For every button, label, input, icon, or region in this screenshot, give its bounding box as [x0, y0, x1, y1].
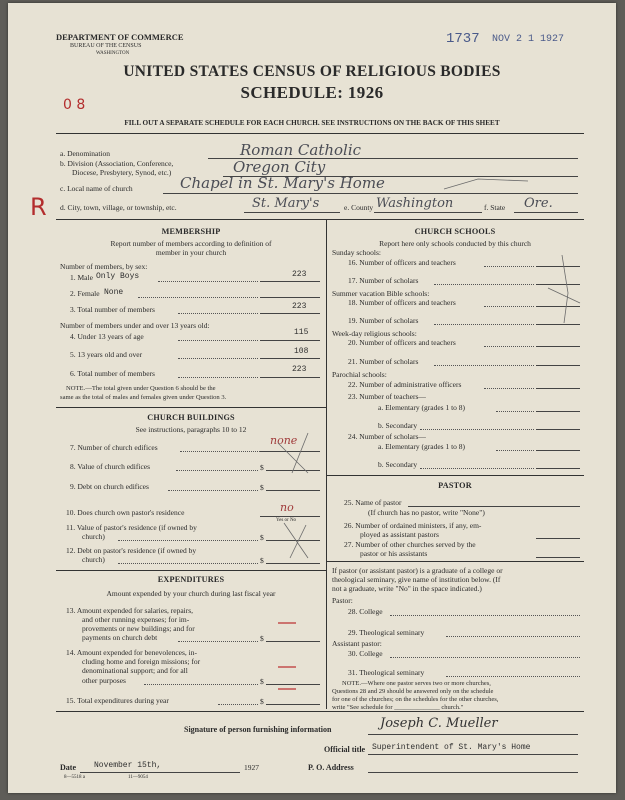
q28-label: 28. College — [348, 607, 383, 616]
q15-label: 15. Total expenditures during year — [66, 696, 169, 705]
census-schedule-sheet — [8, 3, 616, 793]
q20-label: 20. Number of officers and teachers — [348, 338, 456, 347]
cross-mark-schools-1 — [562, 255, 568, 323]
cross-mark-buildings-2 — [292, 433, 308, 473]
q24b-label: b. Secondary — [378, 460, 418, 469]
official-title-value: Superintendent of St. Mary's Home — [372, 743, 531, 752]
signature-value: Joseph C. Mueller — [380, 716, 498, 731]
q13-label-3: provements or new buildings; and for — [82, 624, 195, 633]
red-mark-08: 0 8 — [63, 97, 86, 113]
cross-mark-buildings-1 — [278, 443, 308, 473]
q7-value: none — [270, 434, 298, 447]
q1-label: 1. Male — [70, 273, 93, 282]
pencil-marks — [8, 3, 616, 793]
division-label-1: b. Division (Association, Conference, — [60, 159, 174, 168]
grad-note-3: not a graduate, write "No" in the space indicated.) — [332, 584, 482, 593]
q8-dollar: $ — [260, 463, 264, 472]
q11-label-1: 11. Value of pastor's residence (if owned by — [66, 523, 197, 532]
q2-note: None — [104, 288, 124, 297]
q22-label: 22. Number of administrative officers — [348, 380, 462, 389]
q10-label: 10. Does church own pastor's residence — [66, 508, 185, 517]
date-year: 1927 — [244, 763, 259, 772]
q21-label: 21. Number of scholars — [348, 357, 419, 366]
q23a-label: a. Elementary (grades 1 to 8) — [378, 403, 466, 412]
membership-heading: MEMBERSHIP — [161, 227, 221, 236]
signature-label: Signature of person furnishing information — [184, 725, 332, 734]
expenditures-intro: Amount expended by your church during last fiscal year — [106, 589, 276, 598]
q3-value: 223 — [292, 302, 307, 311]
weekday-label: Week-day religious schools: — [332, 329, 417, 338]
q23b-label: b. Secondary — [378, 421, 418, 430]
date-value: November 15th, — [94, 761, 162, 770]
pastor-note-4: write "See schedule for ______________ church." — [332, 704, 464, 711]
division-value: Oregon City — [233, 158, 326, 176]
assistant-label: Assistant pastor: — [332, 639, 382, 648]
q9-label: 9. Debt on church edifices — [70, 482, 149, 491]
city-label: WASHINGTON — [96, 51, 130, 56]
city-value: St. Mary's — [252, 196, 320, 211]
q2-label: 2. Female — [70, 289, 100, 298]
q8-label: 8. Value of church edifices — [70, 462, 151, 471]
city-label-d: d. City, town, village, or township, etc. — [60, 203, 177, 212]
q31-label: 31. Theological seminary — [348, 668, 425, 677]
q6-value: 223 — [292, 365, 307, 374]
q14-label-2: cluding home and foreign missions; for — [82, 657, 201, 666]
summer-label: Summer vacation Bible schools: — [332, 289, 430, 298]
q14-label-3: denominational support; and for all — [82, 666, 188, 675]
q9-dollar: $ — [260, 483, 264, 492]
q3-label: 3. Total number of members — [70, 305, 155, 314]
q5-value: 108 — [294, 347, 309, 356]
q24a-label: a. Elementary (grades 1 to 8) — [378, 442, 466, 451]
pastor-heading: PASTOR — [438, 481, 472, 490]
q4-value: 115 — [294, 328, 309, 337]
q11-label-2: church) — [82, 532, 105, 541]
q14-label-4: other purposes — [82, 676, 126, 685]
q15-dollar: $ — [260, 697, 264, 706]
q14-label-1: 14. Amount expended for benevolences, in- — [66, 648, 198, 657]
state-label: f. State — [484, 203, 506, 212]
form-title: UNITED STATES CENSUS OF RELIGIOUS BODIES — [123, 63, 501, 80]
buildings-intro: See instructions, paragraphs 10 to 12 — [135, 425, 247, 434]
county-value: Washington — [376, 196, 454, 211]
q11-dollar: $ — [260, 533, 264, 542]
q14-dollar: $ — [260, 677, 264, 686]
grad-note-2: theological seminary, give name of institution below. (If — [332, 575, 501, 584]
cross-mark-schools-2 — [548, 288, 580, 303]
pastor-sub-label: Pastor: — [332, 596, 353, 605]
division-label-2: Diocese, Presbytery, Synod, etc.) — [72, 168, 172, 177]
stamp-date: NOV 2 1 1927 — [492, 34, 565, 45]
bureau-label: BUREAU OF THE CENSUS — [70, 43, 142, 49]
red-mark-r: R — [30, 193, 47, 221]
dept-label: DEPARTMENT OF COMMERCE — [56, 32, 184, 42]
q1-note: Only Boys — [96, 272, 140, 281]
members-by-sex: Number of members, by sex: — [60, 262, 148, 271]
form-subtitle: SCHEDULE: 1926 — [240, 83, 384, 102]
po-address-label: P. O. Address — [308, 763, 354, 772]
membership-intro-1: Report number of members according to definition of — [110, 239, 272, 248]
q19-label: 19. Number of scholars — [348, 316, 419, 325]
sunday-label: Sunday schools: — [332, 248, 381, 257]
q24-label: 24. Number of scholars— — [348, 432, 426, 441]
q25-caption: (If church has no pastor, write "None") — [368, 508, 485, 517]
denomination-label: a. Denomination — [60, 149, 110, 158]
q12-label-2: church) — [82, 555, 105, 564]
schools-intro: Report here only schools conducted by this church — [379, 239, 531, 248]
buildings-heading: CHURCH BUILDINGS — [147, 413, 235, 422]
q27-label-2: pastor or his assistants — [360, 549, 428, 558]
q30-label: 30. College — [348, 649, 383, 658]
pastor-note-2: Questions 28 and 29 should be answered only on the schedule — [332, 688, 494, 695]
q16-label: 16. Number of officers and teachers — [348, 258, 456, 267]
q27-label-1: 27. Number of other churches served by the — [344, 540, 476, 549]
denomination-value: Roman Catholic — [240, 141, 362, 159]
q13-label-4: payments on church debt — [82, 633, 158, 642]
q5-label: 5. 13 years old and over — [70, 350, 143, 359]
age-label: Number of members under and over 13 years old: — [60, 321, 210, 330]
schools-heading: CHURCH SCHOOLS — [414, 227, 496, 236]
q1-value: 223 — [292, 270, 307, 279]
yes-no-caption: Yes or No — [276, 518, 297, 523]
q25-label: 25. Name of pastor — [344, 498, 402, 507]
expenditures-heading: EXPENDITURES — [157, 575, 225, 584]
stamp-number: 1737 — [446, 31, 480, 47]
q13-label-2: and other running expenses; for im- — [82, 615, 190, 624]
q4-label: 4. Under 13 years of age — [70, 332, 144, 341]
q29-label: 29. Theological seminary — [348, 628, 425, 637]
pencil-scribble — [444, 179, 528, 189]
state-value: Ore. — [524, 196, 553, 211]
membership-note-2: same as the total of males and females given under Question 3. — [60, 394, 227, 401]
q12-label-1: 12. Debt on pastor's residence (if owned by — [66, 546, 197, 555]
q18-label: 18. Number of officers and teachers — [348, 298, 456, 307]
cross-mark-residence-2 — [290, 525, 306, 558]
local-name-label: c. Local name of church — [60, 184, 133, 193]
q17-label: 17. Number of scholars — [348, 276, 419, 285]
q13-label-1: 13. Amount expended for salaries, repairs, — [66, 606, 194, 615]
pastor-note-3: for one of the churches; on the schedules for the other churches, — [332, 696, 499, 703]
form-number: 8—5518 a — [64, 775, 85, 780]
q7-label: 7. Number of church edifices — [70, 443, 158, 452]
county-label: e. County — [344, 203, 374, 212]
pastor-note-1: NOTE.—Where one pastor serves two or more churches, — [342, 680, 491, 687]
membership-intro-2: member in your church — [155, 248, 227, 257]
q26-label-1: 26. Number of ordained ministers, if any, em- — [344, 521, 482, 530]
grad-note-1: If pastor (or assistant pastor) is a graduate of a college or — [332, 566, 503, 575]
local-name-value: Chapel in St. Mary's Home — [180, 174, 385, 192]
q10-value: no — [280, 501, 294, 514]
official-title-label: Official title — [324, 745, 366, 754]
q26-label-2: ployed as assistant pastors — [360, 530, 439, 539]
q6-label: 6. Total number of members — [70, 369, 155, 378]
q12-dollar: $ — [260, 556, 264, 565]
form-number-2: 11—9054 — [128, 775, 148, 780]
parochial-label: Parochial schools: — [332, 370, 387, 379]
q13-dollar: $ — [260, 634, 264, 643]
membership-note-1: NOTE.—The total given under Question 6 should be the — [66, 385, 216, 392]
form-instruction: FILL OUT A SEPARATE SCHEDULE FOR EACH CHURCH. SEE INSTRUCTIONS ON THE BACK OF THIS SHEET — [124, 119, 500, 127]
q23-label: 23. Number of teachers— — [348, 392, 426, 401]
date-label: Date — [60, 763, 76, 772]
